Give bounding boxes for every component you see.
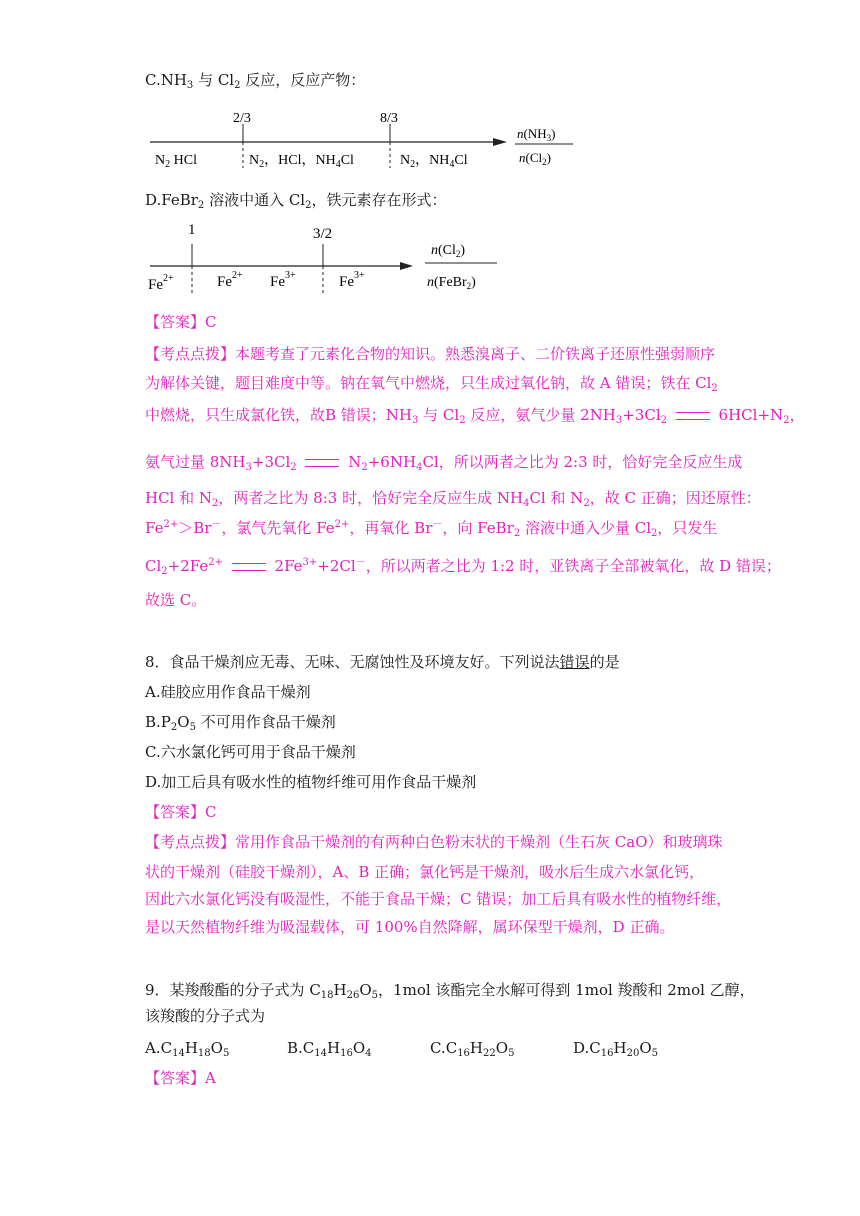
q9-option-a: $A.C_{14}H_{18}O_5$ <box>145 1039 230 1059</box>
q8-option-a: A.硅胶应用作食品干燥剂 <box>145 683 311 701</box>
q9-stem-line-2: 该羧酸的分子式为 <box>145 1007 266 1025</box>
q7-option-c-intro: $C.NH_3$ 与 $Cl_2$ 反应，反应产物： <box>145 71 366 91</box>
q7-analysis-line-4: 氨气过量 $8NH_3+3Cl_2$ $N_2+6NH_4Cl$，所以两者之比为 2:3 时，恰好完全反应生成 <box>145 453 743 473</box>
d-seg-1: $Fe^{2+}$ <box>148 273 174 293</box>
d-seg-2b: $Fe^{3+}$ <box>270 270 296 290</box>
q8-option-b: $B.P_2O_5$ 不可用作食品干燥剂 <box>145 713 336 733</box>
q8-analysis-line-2: 状的干燥剂（硅胶干燥剂），A、B 正确；氯化钙是干燥剂，吸水后生成六水氯化钙， <box>145 863 705 881</box>
c-axis-numerator: $n(NH_3)$ <box>517 126 556 143</box>
c-tick-8-3: 8/3 <box>380 111 398 126</box>
nh3-cl2-product-diagram <box>145 108 585 180</box>
c-axis-denominator: $n(Cl_2)$ <box>519 150 551 167</box>
q8-option-c: C.六水氯化钙可用于食品干燥剂 <box>145 743 356 761</box>
q8-analysis-line-1: 【考点点拨】常用作食品干燥剂的有两种白色粉末状的干燥剂（生石灰 CaO）和玻璃珠 <box>145 833 723 851</box>
d-tick-3-2: 3/2 <box>313 226 333 242</box>
q7-answer: 【答案】C <box>145 313 217 331</box>
d-axis-denominator: n(FeBr$_2$) <box>427 275 476 291</box>
c-seg-1: $N_2$ HCl <box>155 153 197 170</box>
q7-analysis-line-3: 中燃烧，只生成氯化铁，故B 错误；$NH_3$ 与 $Cl_2$ 反应，氨气少量 $2NH_3+3Cl_2$ $6HCl+N_2$， <box>145 406 805 426</box>
q7-analysis-line-6: $Fe^{2+}>Br^-$，氯气先氧化 $Fe^{2+}$，再氧化 Br－，向 FeBr$_2$ 溶液中通入少量 $Cl_2$，只发生 <box>145 519 718 539</box>
q9-answer: 【答案】A <box>145 1069 216 1087</box>
q9-option-c: $C.C_{16}H_{22}O_5$ <box>430 1039 515 1059</box>
c-seg-2: $N_2$，HCl，$NH_4Cl$ <box>249 153 354 170</box>
q8-option-d: D.加工后具有吸水性的植物纤维可用作食品干燥剂 <box>145 773 477 791</box>
q7-analysis-line-7: $Cl_2+2Fe^{2+}$ $2Fe^{3+}+2Cl^-$，所以两者之比为 1:2 时，亚铁离子全部被氧化，故 D 错误； <box>145 557 781 577</box>
q9-option-b: $B.C_{14}H_{16}O_4$ <box>287 1039 372 1059</box>
q8-answer: 【答案】C <box>145 803 217 821</box>
q7-option-d-intro: D.FeBr$_2$ 溶液中通入 $Cl_2$，铁元素存在形式： <box>145 191 447 211</box>
c-seg-3: $N_2$，$NH_4Cl$ <box>400 153 468 170</box>
q7-analysis-line-8: 故选 C。 <box>145 591 207 609</box>
d-seg-2a: $Fe^{2+}$ <box>217 270 243 290</box>
q7-analysis-line-2: 为解体关键，题目难度中等。钠在氧气中燃烧，只生成过氧化钠，故 A 错误；铁在 $Cl_2$ <box>145 374 718 394</box>
d-axis-numerator: $n(Cl_2)$ <box>431 243 466 259</box>
q8-analysis-line-3: 因此六水氯化钙没有吸湿性，不能于食品干燥；C 错误；加工后具有吸水性的植物纤维， <box>145 890 732 908</box>
d-seg-3: $Fe^{3+}$ <box>339 270 365 290</box>
q9-stem-line-1: 9．某羧酸酯的分子式为 $C_{18}H_{26}O_5$，1mol 该酯完全水解可得到 1mol 羧酸和 2mol 乙醇， <box>145 981 755 1001</box>
d-tick-1: 1 <box>188 222 196 238</box>
c-tick-2-3: 2/3 <box>233 111 251 126</box>
febr2-cl2-iron-diagram <box>145 216 515 300</box>
q8-stem: 8．食品干燥剂应无毒、无味、无腐蚀性及环境友好。下列说法错误的是 <box>145 653 620 671</box>
q9-option-d: $D.C_{16}H_{20}O_5$ <box>573 1039 658 1059</box>
q8-analysis-line-4: 是以天然植物纤维为吸湿载体，可 100%自然降解，属环保型干燥剂，D 正确。 <box>145 918 675 936</box>
q7-analysis-line-5: HCl 和 $N_2$，两者之比为 8:3 时，恰好完全反应生成 $NH_4Cl$ 和 $N_2$，故 C 正确；因还原性： <box>145 489 761 509</box>
q7-analysis-line-1: 【考点点拨】本题考查了元素化合物的知识。熟悉溴离子、二价铁离子还原性强弱顺序 <box>145 345 716 363</box>
